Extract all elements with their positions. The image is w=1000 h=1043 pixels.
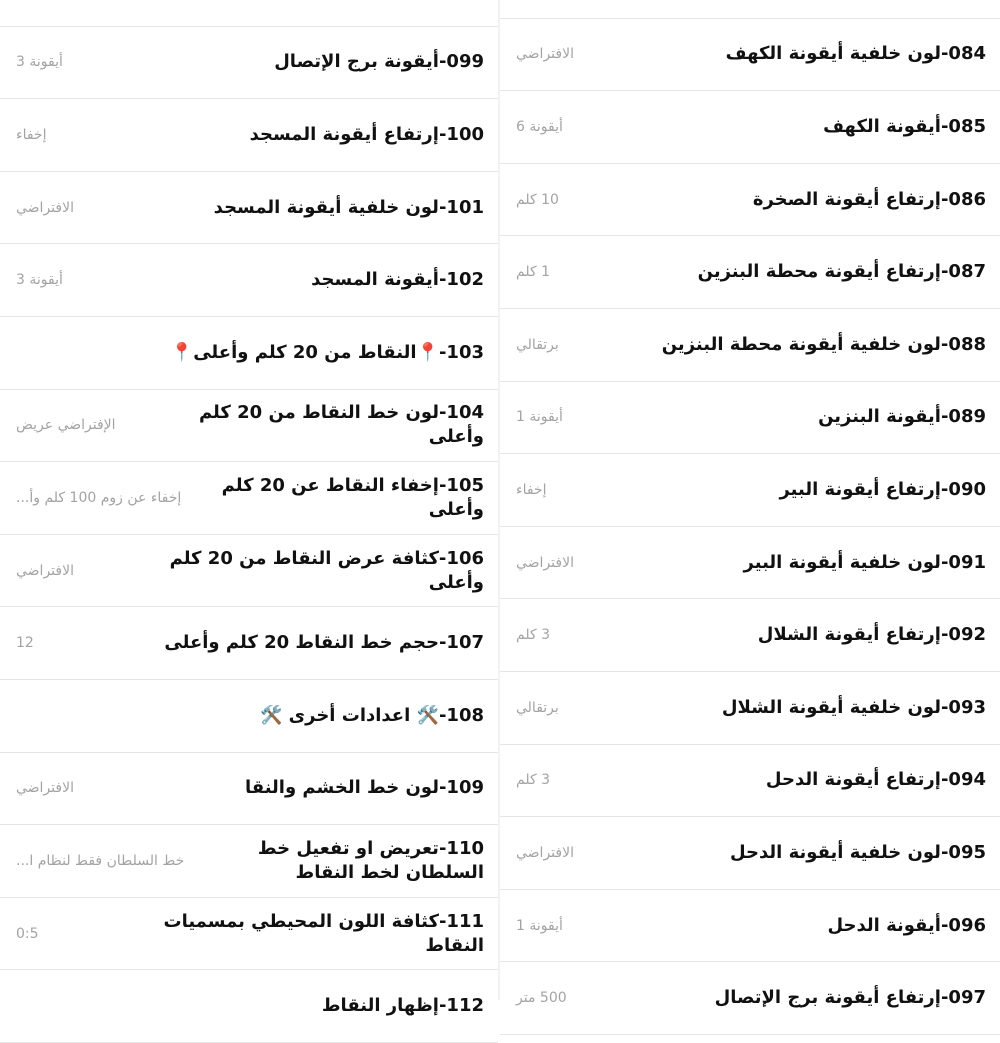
setting-title: 111-كثافة اللون المحيطي بمسميات النقاط — [163, 910, 484, 956]
setting-value: أيقونة 3 — [16, 54, 63, 71]
settings-item-083[interactable] — [500, 0, 1000, 19]
setting-value: خط السلطان فقط لنظام ا... — [16, 852, 185, 869]
settings-item-101[interactable] — [0, 172, 498, 245]
settings-item-109[interactable] — [0, 753, 498, 826]
setting-value: إخفاء — [16, 126, 47, 143]
setting-value: أيقونة 1 — [516, 917, 563, 934]
setting-title: 105-إخفاء النقاط عن 20 كلم وأعلى — [221, 474, 484, 520]
settings-section-103 — [0, 317, 498, 390]
setting-value: 3 كلم — [516, 627, 550, 644]
setting-title: 099-أيقونة برج الإتصال — [274, 51, 484, 73]
settings-item-111[interactable] — [0, 898, 498, 971]
setting-value: الافتراضي — [16, 199, 74, 216]
setting-title: 107-حجم خط النقاط 20 كلم وأعلى — [164, 632, 484, 654]
settings-item-096[interactable] — [500, 890, 1000, 963]
setting-value: الإفتراضي عريض — [16, 417, 116, 434]
settings-item-102[interactable] — [0, 244, 498, 317]
setting-title: 094-إرتفاع أيقونة الدحل — [765, 769, 986, 791]
setting-value: الافتراضي — [516, 46, 574, 63]
setting-title: 104-لون خط النقاط من 20 كلم وأعلى — [198, 402, 484, 448]
setting-value: الافتراضي — [16, 780, 74, 797]
settings-item-106[interactable] — [0, 535, 498, 608]
settings-item-100[interactable] — [0, 99, 498, 172]
setting-value: إخفاء — [516, 481, 547, 498]
setting-title: 102-أيقونة المسجد — [311, 269, 484, 291]
setting-title: 097-إرتفاع أيقونة برج الإتصال — [714, 987, 986, 1009]
section-title: 108-🛠️ اعدادات أخرى 🛠️ — [259, 704, 484, 726]
setting-title: 106-كثافة عرض النقاط من 20 كلم وأعلى — [169, 547, 484, 593]
settings-pane-right[interactable] — [500, 0, 1000, 1009]
setting-value: 12 — [16, 635, 34, 652]
settings-item-110[interactable] — [0, 825, 498, 898]
setting-value: أيقونة 1 — [516, 409, 563, 426]
setting-value: إخفاء عن زوم 100 كلم وأ... — [16, 489, 182, 506]
setting-title: 091-لون خلفية أيقونة البير — [743, 551, 986, 573]
setting-value: 500 متر — [516, 990, 567, 1007]
setting-value: 0:5 — [16, 925, 39, 942]
settings-item-084[interactable] — [500, 19, 1000, 92]
setting-title — [177, 0, 484, 2]
settings-item-095[interactable] — [500, 817, 1000, 890]
setting-title: 112-إظهار النقاط — [321, 995, 484, 1017]
setting-title: 090-إرتفاع أيقونة البير — [779, 478, 986, 500]
setting-title: 092-إرتفاع أيقونة الشلال — [757, 624, 986, 646]
setting-value: 10 كلم — [516, 191, 559, 208]
setting-value: الافتراضي — [516, 554, 574, 571]
setting-value: الافتراضي — [516, 844, 574, 861]
setting-title: 093-لون خلفية أيقونة الشلال — [721, 696, 986, 718]
settings-item-086[interactable] — [500, 164, 1000, 237]
setting-title: 087-إرتفاع أيقونة محطة البنزين — [697, 261, 986, 283]
settings-item-089[interactable] — [500, 382, 1000, 455]
settings-item-091[interactable] — [500, 527, 1000, 600]
setting-title: 086-إرتفاع أيقونة الصخرة — [752, 188, 986, 210]
setting-title: 109-لون خط الخشم والنقا — [244, 777, 484, 799]
settings-item-112[interactable] — [0, 970, 498, 1043]
settings-item-085[interactable] — [500, 91, 1000, 164]
setting-title: 096-أيقونة الدحل — [827, 914, 986, 936]
settings-list-left — [0, 0, 498, 1043]
section-title: 103-📍النقاط من 20 كلم وأعلى📍 — [170, 341, 484, 363]
settings-item-088[interactable] — [500, 309, 1000, 382]
setting-value: أيقونة 6 — [516, 118, 563, 135]
setting-value: أيقونة 3 — [16, 272, 63, 289]
setting-title: 088-لون خلفية أيقونة محطة البنزين — [661, 333, 986, 355]
settings-item-092[interactable] — [500, 599, 1000, 672]
settings-item-097[interactable] — [500, 962, 1000, 1035]
setting-title: 085-أيقونة الكهف — [823, 115, 986, 137]
setting-value: الافتراضي — [16, 562, 74, 579]
setting-title: 100-إرتفاع أيقونة المسجد — [249, 123, 484, 145]
setting-title: 110-تعريض او تفعيل خط السلطان لخط النقاط — [257, 837, 484, 883]
settings-item-087[interactable] — [500, 236, 1000, 309]
settings-pane-left[interactable] — [0, 0, 498, 1017]
setting-value: برتقالي — [516, 699, 559, 716]
settings-item-093[interactable] — [500, 672, 1000, 745]
settings-item-105[interactable] — [0, 462, 498, 535]
settings-list-right — [500, 0, 1000, 1035]
settings-item-090[interactable] — [500, 454, 1000, 527]
settings-item-094[interactable] — [500, 745, 1000, 818]
setting-title: 095-لون خلفية أيقونة الدحل — [729, 841, 986, 863]
settings-section-108 — [0, 680, 498, 753]
settings-item-099[interactable] — [0, 27, 498, 100]
settings-item-107[interactable] — [0, 607, 498, 680]
setting-title: 101-لون خلفية أيقونة المسجد — [213, 196, 484, 218]
setting-title: 084-لون خلفية أيقونة الكهف — [725, 43, 986, 65]
setting-title: 089-أيقونة البنزين — [818, 406, 986, 428]
setting-value: برتقالي — [516, 336, 559, 353]
settings-item-098[interactable] — [0, 0, 498, 27]
setting-value: 3 كلم — [516, 772, 550, 789]
setting-value: 1 كلم — [516, 264, 550, 281]
settings-item-104[interactable] — [0, 390, 498, 463]
